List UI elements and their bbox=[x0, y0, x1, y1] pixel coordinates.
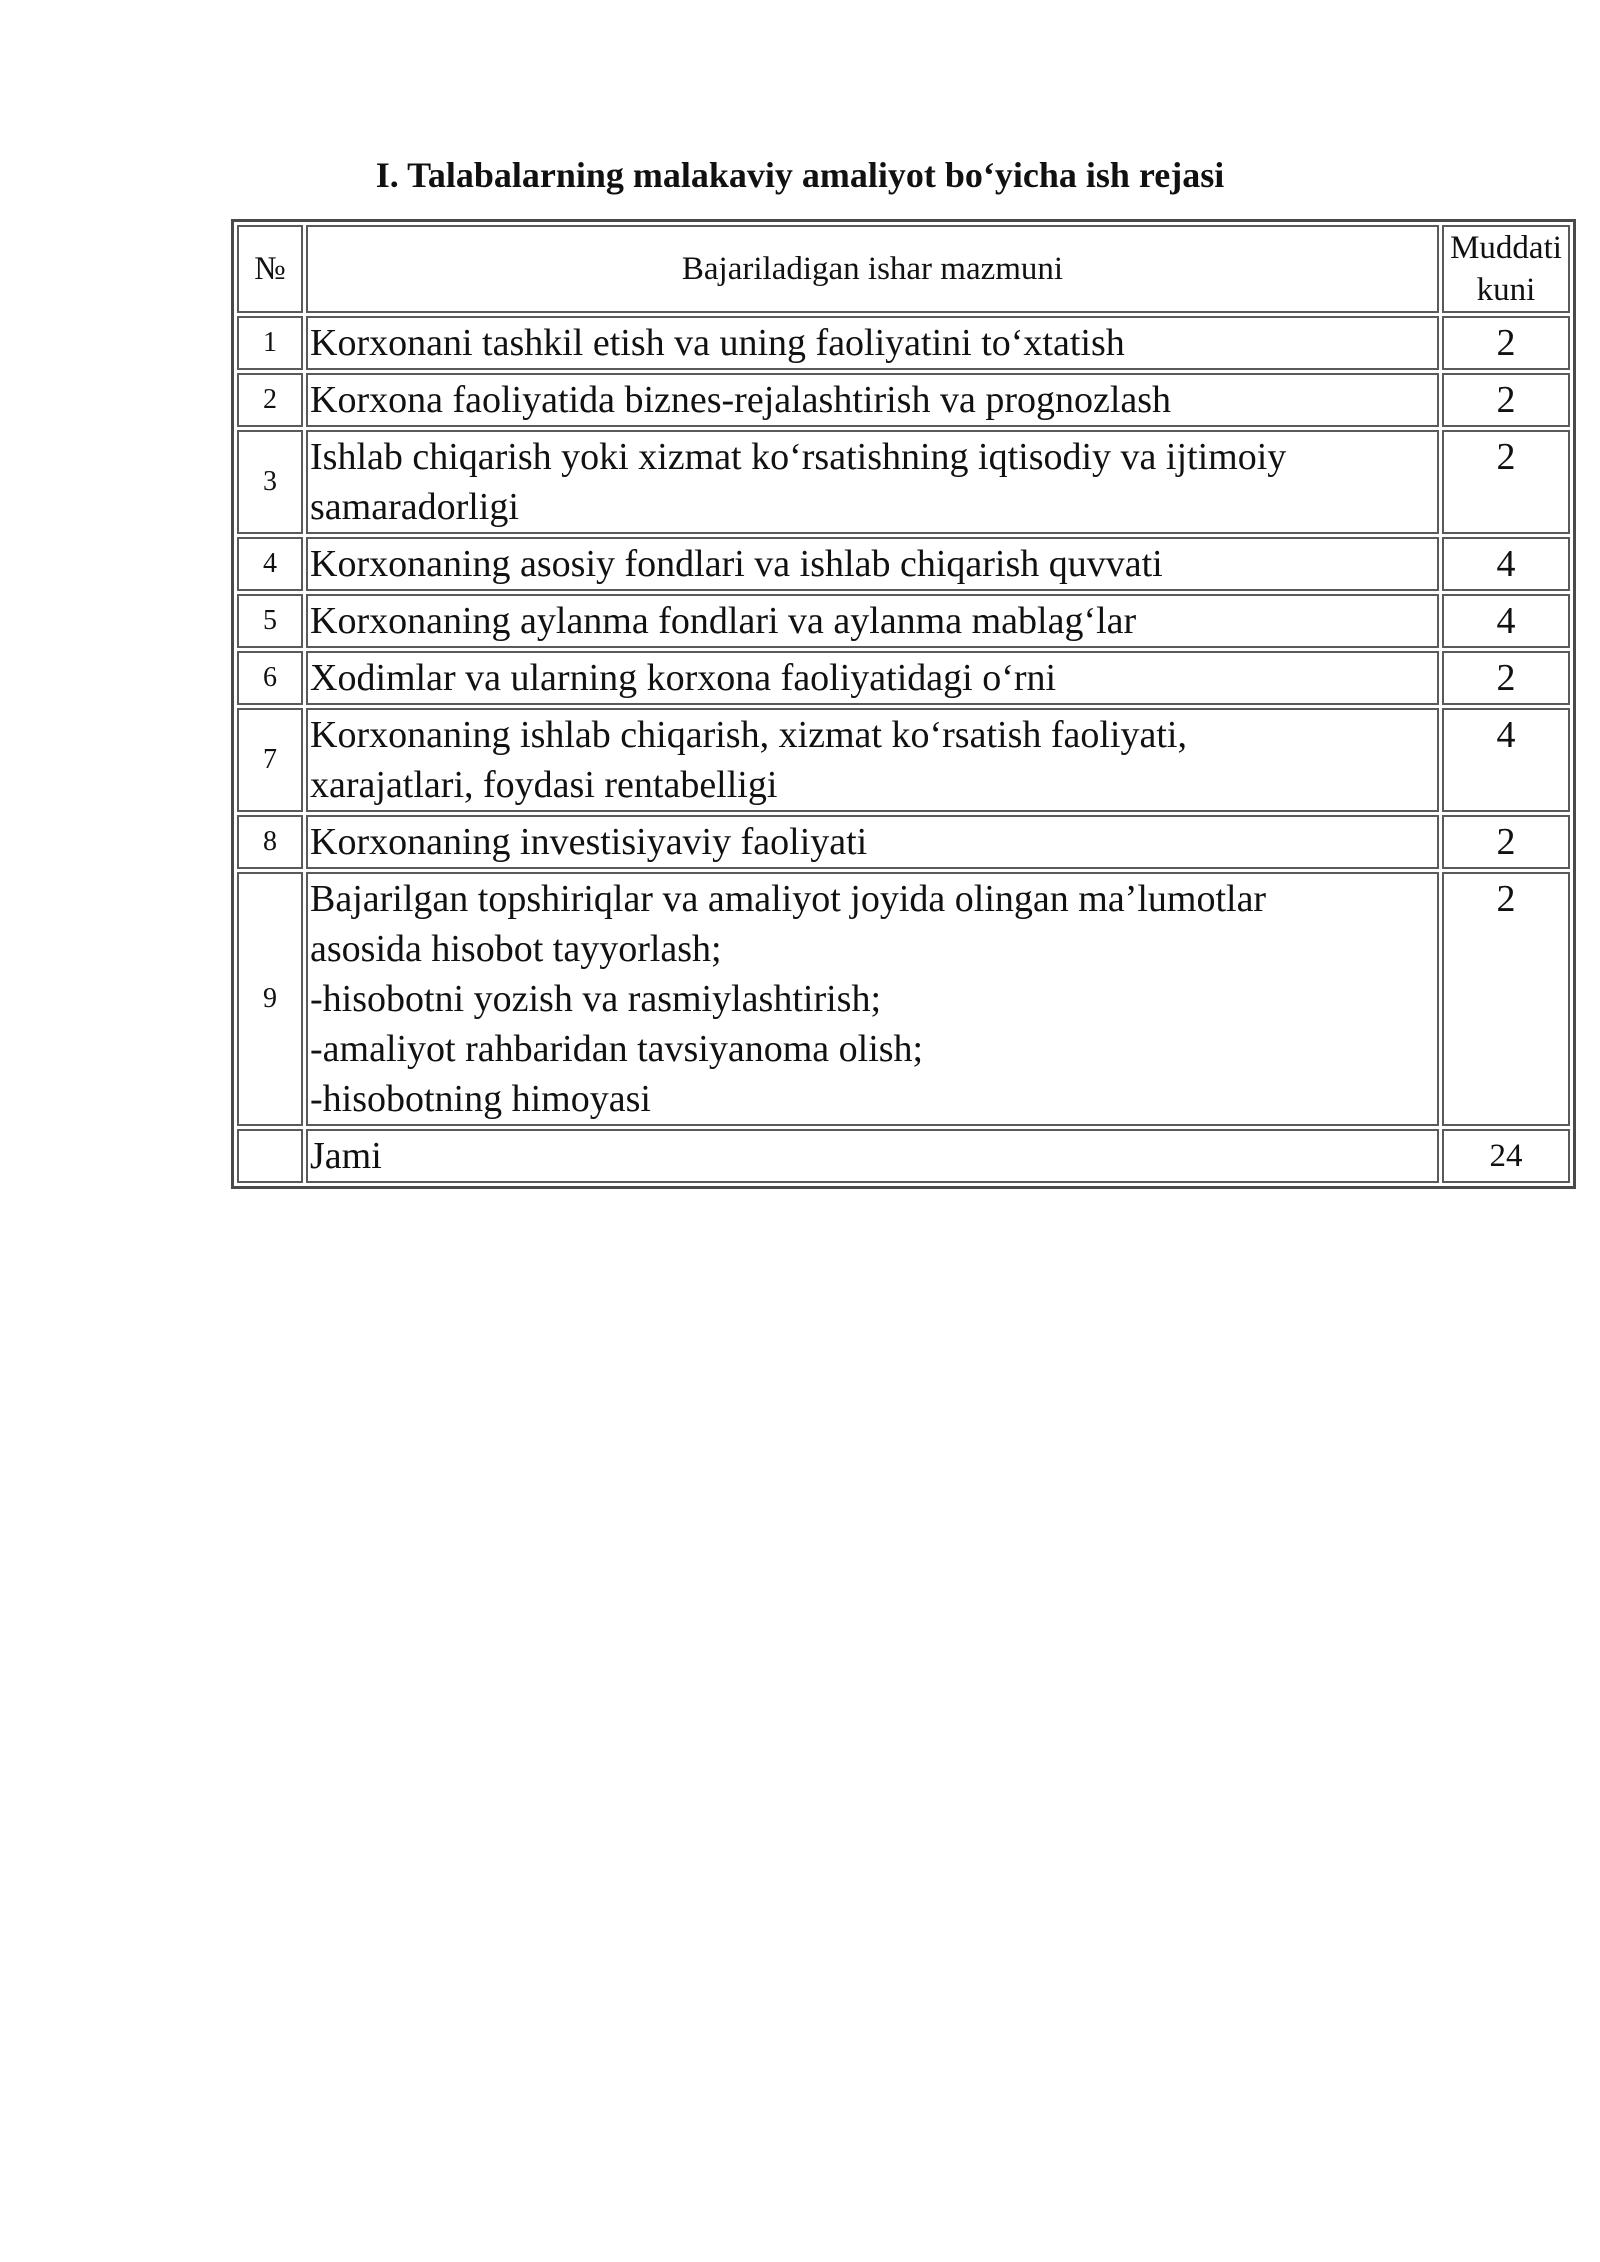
row-number: 2 bbox=[237, 373, 303, 427]
row-task bbox=[306, 316, 1439, 370]
row-task bbox=[306, 537, 1439, 591]
table-row bbox=[237, 651, 1570, 705]
table-row bbox=[237, 708, 1570, 812]
total-label: Jami bbox=[306, 1129, 1439, 1183]
table-header-row bbox=[237, 225, 1570, 313]
row-task bbox=[306, 651, 1439, 705]
header-days bbox=[1442, 225, 1570, 313]
table-row bbox=[237, 594, 1570, 648]
task-line: asosida hisobot tayyorlash; bbox=[310, 928, 722, 970]
task-line: Korxonaning aylanma fondlari va aylanma mablag‘lar bbox=[310, 600, 1137, 642]
row-days: 4 bbox=[1442, 594, 1570, 648]
row-number: 9 bbox=[237, 872, 303, 1126]
row-number: 6 bbox=[237, 651, 303, 705]
task-line: Korxonaning ishlab chiqarish, xizmat ko‘rsatish faoliyati, bbox=[310, 714, 1187, 756]
row-days: 4 bbox=[1442, 537, 1570, 591]
task-line: samaradorligi bbox=[310, 486, 519, 528]
task-line: Ishlab chiqarish yoki xizmat ko‘rsatishning iqtisodiy va ijtimoiy bbox=[310, 436, 1287, 478]
row-number: 3 bbox=[237, 430, 303, 534]
table-row bbox=[237, 872, 1570, 1126]
header-number: № bbox=[237, 225, 303, 313]
row-days: 2 bbox=[1442, 651, 1570, 705]
task-line: Korxonani tashkil etish va uning faoliyatini to‘xtatish bbox=[310, 322, 1125, 364]
table-row bbox=[237, 537, 1570, 591]
table-body bbox=[237, 316, 1570, 1126]
task-line: Korxona faoliyatida biznes-rejalashtirish va prognozlash bbox=[310, 379, 1172, 421]
table-row bbox=[237, 316, 1570, 370]
table-row bbox=[237, 373, 1570, 427]
page-title: I. Talabalarning malakaviy amaliyot bo‘yicha ish rejasi bbox=[375, 155, 1225, 195]
row-task bbox=[306, 708, 1439, 812]
task-line: -amaliyot rahbaridan tavsiyanoma olish; bbox=[310, 1028, 924, 1070]
row-days: 2 bbox=[1442, 815, 1570, 869]
header-task: Bajariladigan ishar mazmuni bbox=[306, 225, 1439, 313]
table-row bbox=[237, 815, 1570, 869]
row-days: 4 bbox=[1442, 708, 1570, 812]
row-task bbox=[306, 872, 1439, 1126]
row-number: 1 bbox=[237, 316, 303, 370]
row-days: 2 bbox=[1442, 373, 1570, 427]
row-task bbox=[306, 594, 1439, 648]
header-days-line1: Muddati bbox=[1450, 230, 1562, 266]
header-days-line2: kuni bbox=[1476, 272, 1536, 308]
total-row bbox=[237, 1129, 1570, 1183]
work-plan-table bbox=[231, 219, 1576, 1189]
task-line: Bajarilgan topshiriqlar va amaliyot joyida olingan ma’lumotlar bbox=[310, 878, 1267, 920]
row-days: 2 bbox=[1442, 316, 1570, 370]
task-line: xarajatlari, foydasi rentabelligi bbox=[310, 764, 778, 806]
row-task bbox=[306, 815, 1439, 869]
row-number: 5 bbox=[237, 594, 303, 648]
task-line: -hisobotning himoyasi bbox=[310, 1078, 651, 1120]
row-number: 7 bbox=[237, 708, 303, 812]
row-task bbox=[306, 373, 1439, 427]
task-line: Korxonaning asosiy fondlari va ishlab chiqarish quvvati bbox=[310, 543, 1163, 585]
row-days: 2 bbox=[1442, 430, 1570, 534]
total-days: 24 bbox=[1442, 1129, 1570, 1183]
row-task bbox=[306, 430, 1439, 534]
task-line: Xodimlar va ularning korxona faoliyatidagi o‘rni bbox=[310, 657, 1057, 699]
row-number: 8 bbox=[237, 815, 303, 869]
table-row bbox=[237, 430, 1570, 534]
row-number: 4 bbox=[237, 537, 303, 591]
total-number-cell bbox=[237, 1129, 303, 1183]
task-line: Korxonaning investisiyaviy faoliyati bbox=[310, 821, 868, 863]
task-line: -hisobotni yozish va rasmiylashtirish; bbox=[310, 978, 882, 1020]
row-days: 2 bbox=[1442, 872, 1570, 1126]
